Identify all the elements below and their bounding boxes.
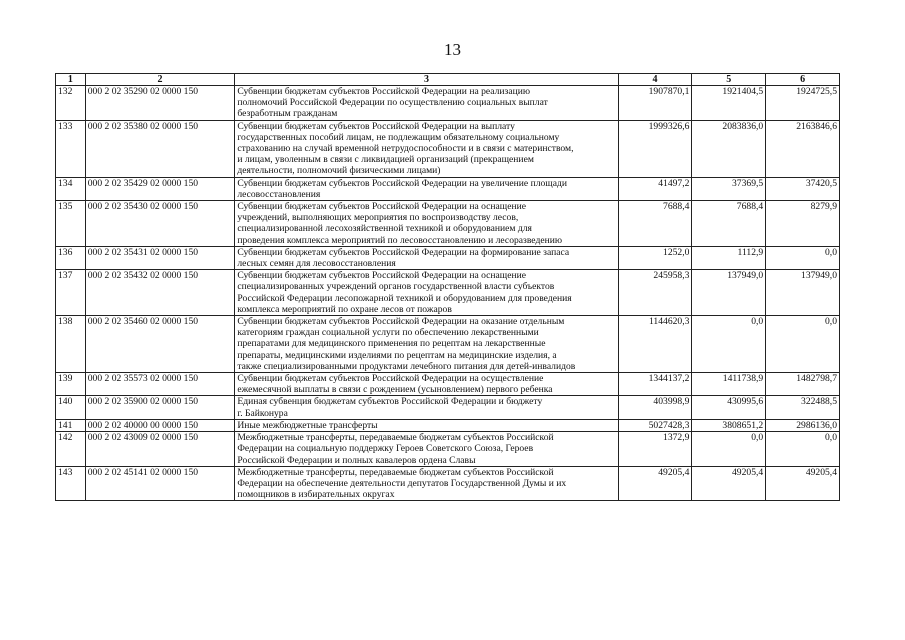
amount-year3-cell: 1482798,7 [766, 373, 840, 396]
table-row [56, 466, 840, 501]
amount-year3-cell: 37420,5 [766, 177, 840, 200]
budget-code-cell: 000 2 02 40000 00 0000 150 [85, 419, 235, 431]
column-header-3: 3 [235, 74, 618, 86]
page-number: 13 [444, 40, 461, 59]
amount-year3-cell: 49205,4 [766, 466, 840, 501]
amount-year2-cell: 1411738,9 [692, 373, 766, 396]
amount-year2-cell: 1112,9 [692, 246, 766, 269]
revenue-name-cell: Межбюджетные трансферты, передаваемые бюджетам субъектов Российской Федерации на социальную поддержку Героев Советского Союза, Героев Российской Федерации и полных кавалеров ордена Славы [235, 432, 618, 467]
amount-year1-cell: 7688,4 [618, 201, 692, 247]
amount-year2-cell: 3808651,2 [692, 419, 766, 431]
amount-year2-cell: 7688,4 [692, 201, 766, 247]
table-header-row [56, 74, 840, 86]
revenue-name-cell: Субвенции бюджетам субъектов Российской Федерации на реализацию полномочий Российской Федерации по осуществлению социальных выплат безработным гражданам [235, 86, 618, 121]
budget-code-cell: 000 2 02 45141 02 0000 150 [85, 466, 235, 501]
amount-year1-cell: 41497,2 [618, 177, 692, 200]
revenue-name-cell: Межбюджетные трансферты, передаваемые бюджетам субъектов Российской Федерации на обеспечение деятельности депутатов Государственной Думы и их помощников в избирательных округах [235, 466, 618, 501]
amount-year3-cell: 0,0 [766, 432, 840, 467]
amount-year3-cell: 322488,5 [766, 396, 840, 419]
table-row [56, 396, 840, 419]
amount-year1-cell: 1252,0 [618, 246, 692, 269]
budget-code-cell: 000 2 02 35900 02 0000 150 [85, 396, 235, 419]
table-row [56, 177, 840, 200]
amount-year2-cell: 430995,6 [692, 396, 766, 419]
row-number-cell: 137 [56, 270, 86, 316]
budget-code-cell: 000 2 02 43009 02 0000 150 [85, 432, 235, 467]
row-number-cell: 138 [56, 316, 86, 373]
row-number-cell: 136 [56, 246, 86, 269]
table-row [56, 432, 840, 467]
budget-code-cell: 000 2 02 35290 02 0000 150 [85, 86, 235, 121]
amount-year1-cell: 245958,3 [618, 270, 692, 316]
table-row [56, 419, 840, 431]
revenue-name-cell: Единая субвенция бюджетам субъектов Российской Федерации и бюджету г. Байконура [235, 396, 618, 419]
column-header-1: 1 [56, 74, 86, 86]
amount-year1-cell: 1907870,1 [618, 86, 692, 121]
amount-year1-cell: 1344137,2 [618, 373, 692, 396]
row-number-cell: 132 [56, 86, 86, 121]
amount-year1-cell: 49205,4 [618, 466, 692, 501]
revenue-name-cell: Субвенции бюджетам субъектов Российской Федерации на формирование запаса лесных семян для лесовосстановления [235, 246, 618, 269]
amount-year2-cell: 2083836,0 [692, 120, 766, 177]
row-number-cell: 141 [56, 419, 86, 431]
table-row [56, 120, 840, 177]
amount-year2-cell: 137949,0 [692, 270, 766, 316]
column-header-6: 6 [766, 74, 840, 86]
amount-year1-cell: 1144620,3 [618, 316, 692, 373]
amount-year2-cell: 1921404,5 [692, 86, 766, 121]
amount-year1-cell: 1372,9 [618, 432, 692, 467]
budget-code-cell: 000 2 02 35430 02 0000 150 [85, 201, 235, 247]
amount-year2-cell: 0,0 [692, 316, 766, 373]
amount-year3-cell: 8279,9 [766, 201, 840, 247]
amount-year3-cell: 137949,0 [766, 270, 840, 316]
amount-year3-cell: 0,0 [766, 246, 840, 269]
amount-year3-cell: 2163846,6 [766, 120, 840, 177]
table-row [56, 201, 840, 247]
row-number-cell: 143 [56, 466, 86, 501]
revenue-name-cell: Субвенции бюджетам субъектов Российской Федерации на оснащение специализированных учреждений органов государственной власти субъектов Российской Федерации лесопожарной техникой и оборудованием для проведения комплекса мероприятий по охране лесов от пожаров [235, 270, 618, 316]
row-number-cell: 140 [56, 396, 86, 419]
column-header-5: 5 [692, 74, 766, 86]
amount-year2-cell: 49205,4 [692, 466, 766, 501]
budget-revenue-table [55, 73, 840, 501]
amount-year1-cell: 403998,9 [618, 396, 692, 419]
budget-code-cell: 000 2 02 35431 02 0000 150 [85, 246, 235, 269]
amount-year3-cell: 2986136,0 [766, 419, 840, 431]
budget-code-cell: 000 2 02 35432 02 0000 150 [85, 270, 235, 316]
amount-year2-cell: 37369,5 [692, 177, 766, 200]
amount-year3-cell: 1924725,5 [766, 86, 840, 121]
budget-code-cell: 000 2 02 35460 02 0000 150 [85, 316, 235, 373]
revenue-name-cell: Субвенции бюджетам субъектов Российской Федерации на осуществление ежемесячной выплаты в связи с рождением (усыновлением) первого ребенка [235, 373, 618, 396]
revenue-name-cell: Иные межбюджетные трансферты [235, 419, 618, 431]
amount-year1-cell: 5027428,3 [618, 419, 692, 431]
column-header-4: 4 [618, 74, 692, 86]
revenue-name-cell: Субвенции бюджетам субъектов Российской Федерации на выплату государственных пособий лицам, не подлежащим обязательному социальному страхованию на случай временной нетрудоспособности и в связи с материнством, и лицам, уволенным в связи с ликвидацией организаций (прекращением деятельности, полномочий физическими лицами) [235, 120, 618, 177]
revenue-name-cell: Субвенции бюджетам субъектов Российской Федерации на оказание отдельным категориям граждан социальной услуги по обеспечению лекарственными препаратами для медицинского применения по рецептам на лекарственные препараты, медицинскими изделиями по рецептам на медицинские изделия, а также специализированными продуктами лечебного питания для детей-инвалидов [235, 316, 618, 373]
table-row [56, 246, 840, 269]
amount-year1-cell: 1999326,6 [618, 120, 692, 177]
row-number-cell: 133 [56, 120, 86, 177]
column-header-2: 2 [85, 74, 235, 86]
row-number-cell: 135 [56, 201, 86, 247]
table-row [56, 86, 840, 121]
budget-code-cell: 000 2 02 35380 02 0000 150 [85, 120, 235, 177]
revenue-name-cell: Субвенции бюджетам субъектов Российской Федерации на увеличение площади лесовосстановления [235, 177, 618, 200]
row-number-cell: 134 [56, 177, 86, 200]
budget-code-cell: 000 2 02 35429 02 0000 150 [85, 177, 235, 200]
amount-year3-cell: 0,0 [766, 316, 840, 373]
budget-code-cell: 000 2 02 35573 02 0000 150 [85, 373, 235, 396]
table-row [56, 316, 840, 373]
amount-year2-cell: 0,0 [692, 432, 766, 467]
table-row [56, 270, 840, 316]
table-row [56, 373, 840, 396]
row-number-cell: 139 [56, 373, 86, 396]
row-number-cell: 142 [56, 432, 86, 467]
revenue-name-cell: Субвенции бюджетам субъектов Российской Федерации на оснащение учреждений, выполняющих мероприятия по воспроизводству лесов, специализированной лесохозяйственной техникой и оборудованием для проведения комплекса мероприятий по лесовосстановлению и лесоразведению [235, 201, 618, 247]
